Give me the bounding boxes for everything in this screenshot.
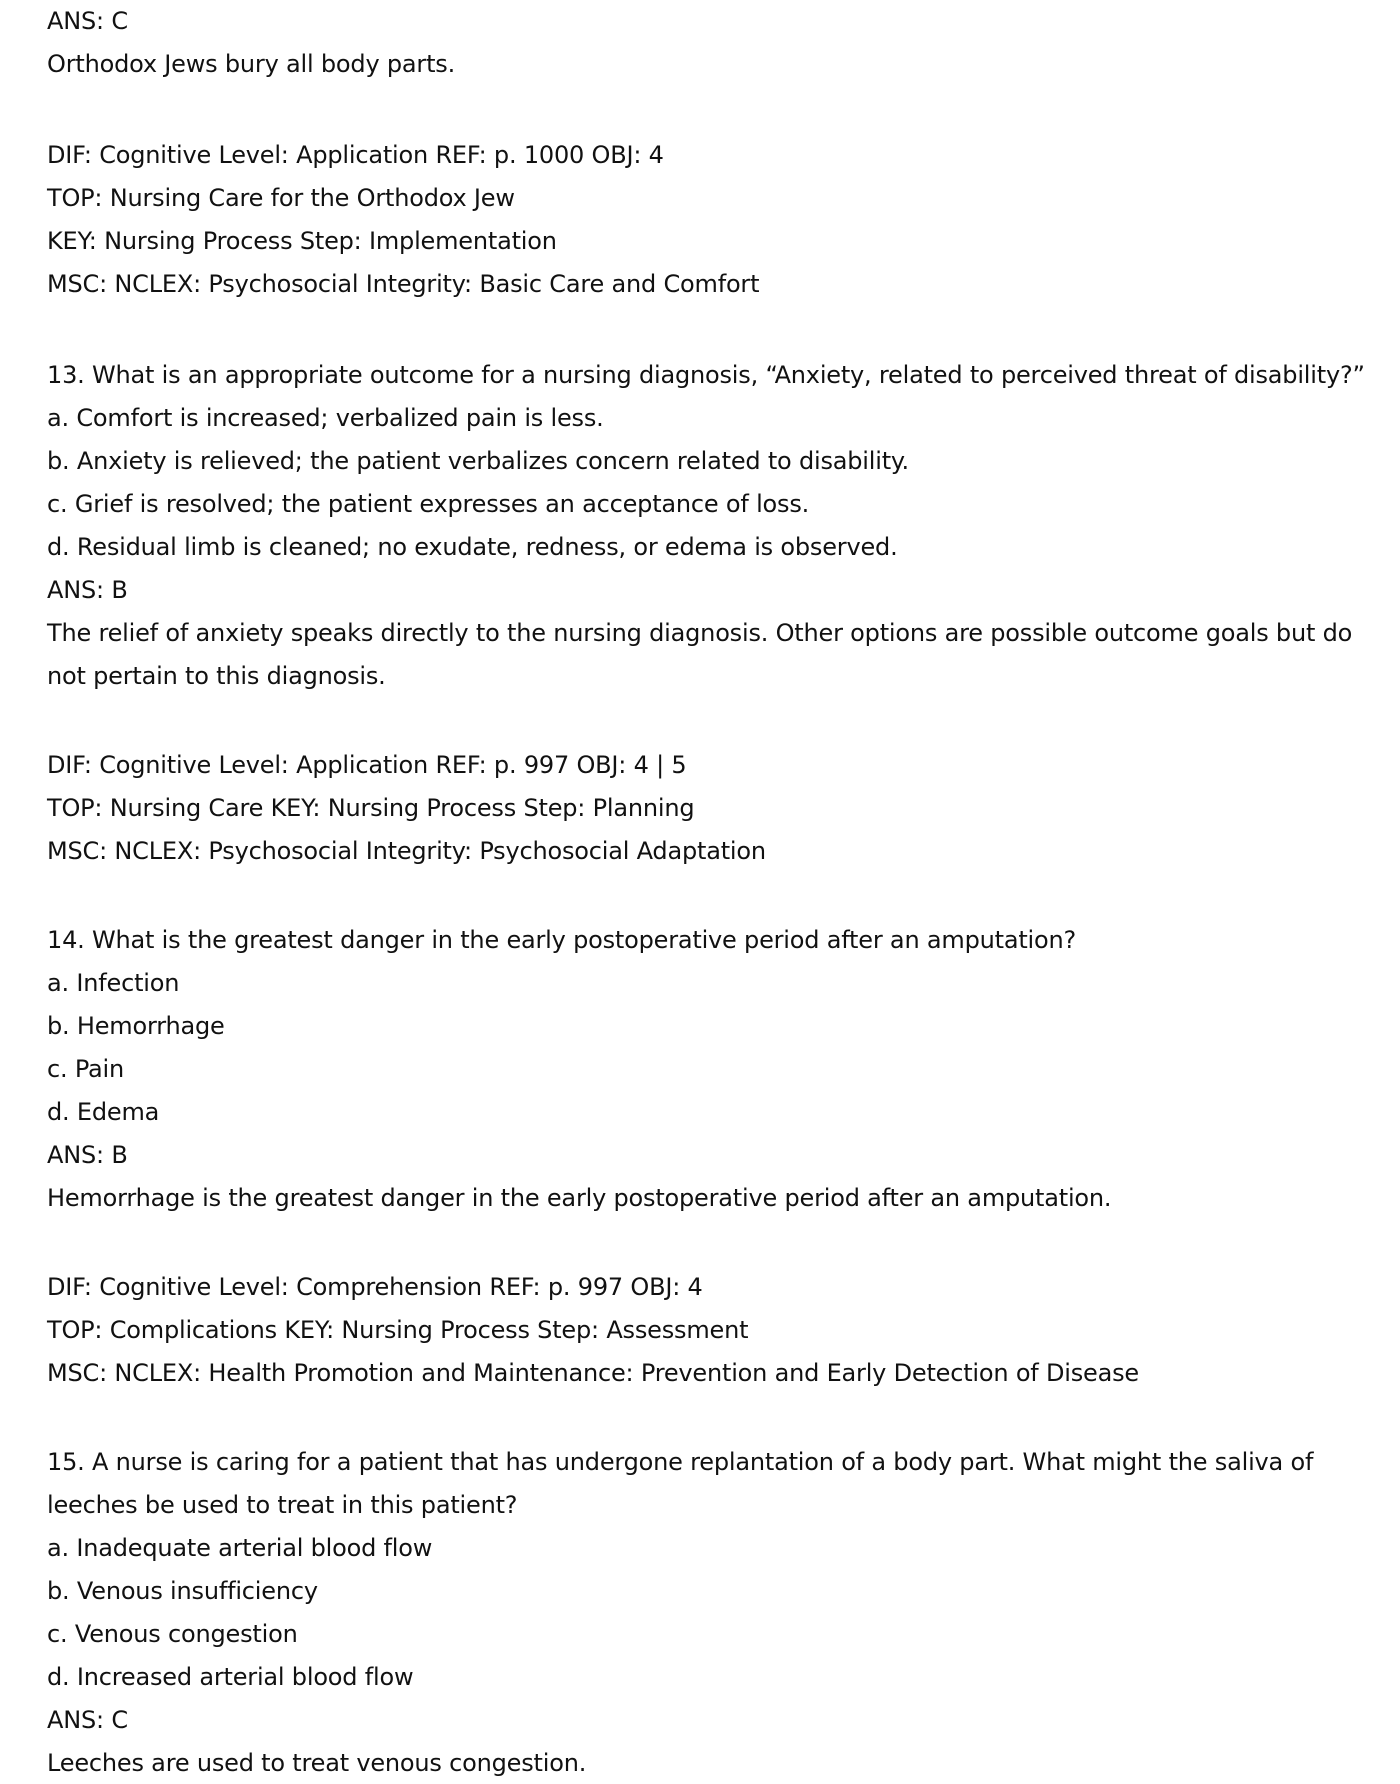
q14-rationale: Hemorrhage is the greatest danger in the early postoperative period after an amputation. [47, 1184, 1112, 1212]
prev-answer: ANS: C [47, 7, 128, 35]
q13-rationale-line-1: The relief of anxiety speaks directly to the nursing diagnosis. Other options are possible outcome goals but do [47, 619, 1353, 647]
q15-option-c: c. Venous congestion [47, 1620, 298, 1648]
q13-rationale-line-2: not pertain to this diagnosis. [47, 662, 386, 690]
q13-option-d: d. Residual limb is cleaned; no exudate, redness, or edema is observed. [47, 533, 898, 561]
q14-meta-dif: DIF: Cognitive Level: Comprehension REF: p. 997 OBJ: 4 [47, 1273, 703, 1301]
q13-option-b: b. Anxiety is relieved; the patient verbalizes concern related to disability. [47, 447, 909, 475]
q13-meta-top-key: TOP: Nursing Care KEY: Nursing Process Step: Planning [47, 794, 695, 822]
q14-option-d: d. Edema [47, 1098, 160, 1126]
q14-meta-top-key: TOP: Complications KEY: Nursing Process Step: Assessment [47, 1316, 749, 1344]
q15-option-a: a. Inadequate arterial blood flow [47, 1534, 433, 1562]
q13-option-a: a. Comfort is increased; verbalized pain is less. [47, 404, 604, 432]
q15-stem-line-2: leeches be used to treat in this patient? [47, 1491, 518, 1519]
q15-rationale: Leeches are used to treat venous congestion. [47, 1749, 587, 1777]
q15-stem-line-1: 15. A nurse is caring for a patient that has undergone replantation of a body part. What might the saliva of [47, 1448, 1314, 1476]
prev-meta-key: KEY: Nursing Process Step: Implementation [47, 227, 557, 255]
q14-option-a: a. Infection [47, 969, 180, 997]
q14-meta-msc: MSC: NCLEX: Health Promotion and Maintenance: Prevention and Early Detection of Disease [47, 1359, 1139, 1387]
q15-answer: ANS: C [47, 1706, 128, 1734]
q14-stem: 14. What is the greatest danger in the early postoperative period after an amputation? [47, 926, 1077, 954]
q14-option-c: c. Pain [47, 1055, 125, 1083]
q13-meta-msc: MSC: NCLEX: Psychosocial Integrity: Psychosocial Adaptation [47, 837, 766, 865]
q14-answer: ANS: B [47, 1141, 128, 1169]
prev-meta-dif: DIF: Cognitive Level: Application REF: p. 1000 OBJ: 4 [47, 141, 664, 169]
q15-option-b: b. Venous insufficiency [47, 1577, 318, 1605]
q13-answer: ANS: B [47, 576, 128, 604]
q13-option-c: c. Grief is resolved; the patient expresses an acceptance of loss. [47, 490, 810, 518]
q14-option-b: b. Hemorrhage [47, 1012, 225, 1040]
q13-meta-dif: DIF: Cognitive Level: Application REF: p. 997 OBJ: 4 | 5 [47, 751, 687, 779]
prev-rationale: Orthodox Jews bury all body parts. [47, 50, 456, 78]
q15-option-d: d. Increased arterial blood flow [47, 1663, 414, 1691]
prev-meta-msc: MSC: NCLEX: Psychosocial Integrity: Basic Care and Comfort [47, 270, 760, 298]
q13-stem: 13. What is an appropriate outcome for a nursing diagnosis, “Anxiety, related to perceived threat of disability?” [47, 361, 1365, 389]
prev-meta-top: TOP: Nursing Care for the Orthodox Jew [47, 184, 515, 212]
